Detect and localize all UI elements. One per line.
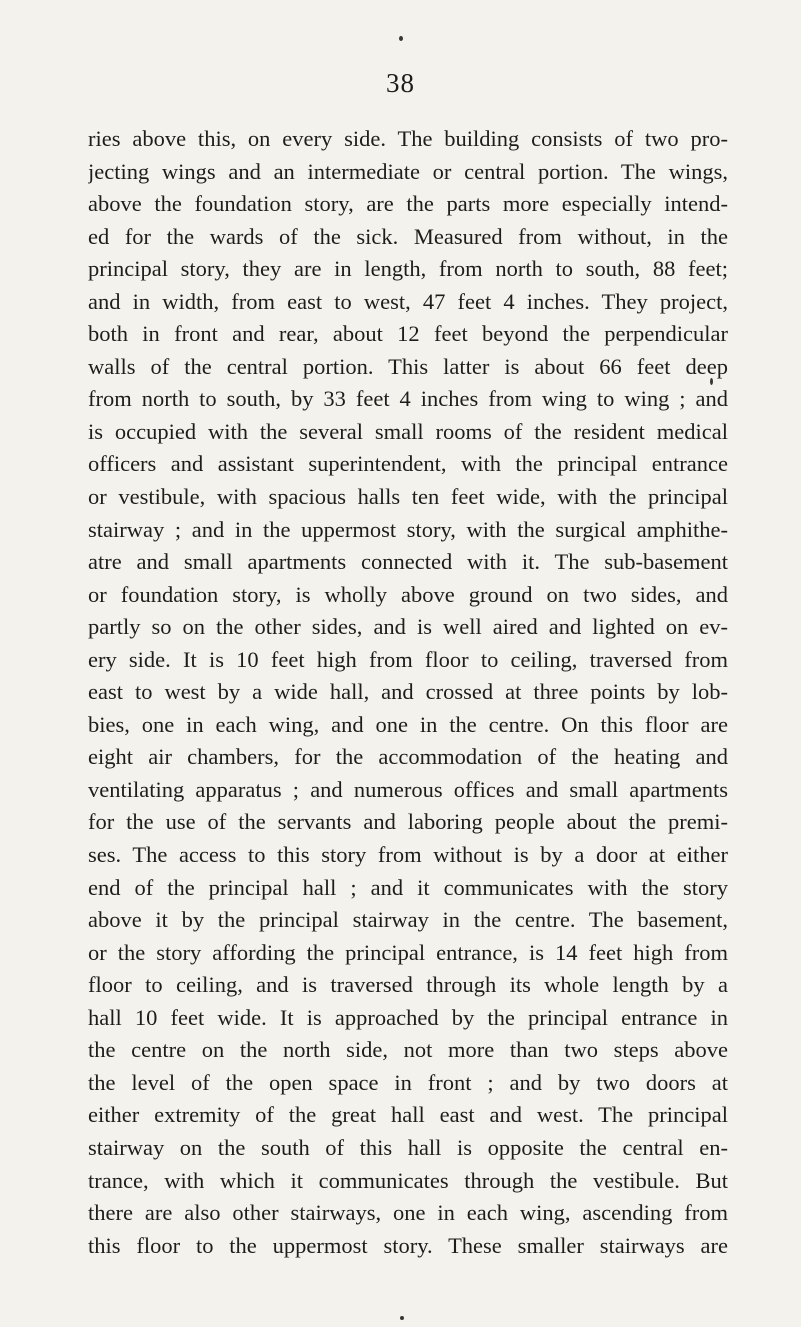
text-line: end of the principal hall ; and it communicates with the story — [88, 874, 728, 900]
text-line: and in width, from east to west, 47 feet 4 inches. They project, — [88, 288, 728, 314]
text-line: is occupied with the several small rooms of the resident medical — [88, 418, 728, 444]
text-line: ery side. It is 10 feet high from floor to ceiling, traversed from — [88, 646, 728, 672]
text-line: both in front and rear, about 12 feet beyond the perpendicular — [88, 321, 728, 347]
text-line: or foundation story, is wholly above ground on two sides, and — [88, 581, 728, 607]
text-line: principal story, they are in length, from north to south, 88 feet; — [88, 256, 728, 282]
text-line: for the use of the servants and laboring people about the premi- — [88, 809, 728, 835]
text-line: atre and small apartments connected with it. The sub-basement — [88, 549, 728, 575]
text-line: ventilating apparatus ; and numerous offices and small apartments — [88, 776, 728, 802]
text-line: the centre on the north side, not more than two steps above — [88, 1037, 728, 1063]
text-line: the level of the open space in front ; and by two doors at — [88, 1069, 728, 1095]
text-line: stairway on the south of this hall is opposite the central en- — [88, 1134, 728, 1160]
text-line: east to west by a wide hall, and crossed at three points by lob- — [88, 679, 728, 705]
text-line: above it by the principal stairway in the centre. The basement, — [88, 907, 728, 933]
text-line: ed for the wards of the sick. Measured from without, in the — [88, 223, 728, 249]
text-line: eight air chambers, for the accommodation of the heating and — [88, 744, 728, 770]
text-line: there are also other stairways, one in each wing, ascending from — [88, 1200, 728, 1226]
text-line: trance, with which it communicates through the vestibule. But — [88, 1167, 728, 1193]
text-line: walls of the central portion. This latter is about 66 feet deep — [88, 353, 728, 379]
text-line: bies, one in each wing, and one in the centre. On this floor are — [88, 711, 728, 737]
text-line: stairway ; and in the uppermost story, with the surgical amphithe- — [88, 516, 728, 542]
page-number: 38 — [386, 68, 415, 98]
text-line: officers and assistant superintendent, with the principal entrance — [88, 451, 728, 477]
body-text — [88, 123, 728, 1262]
text-line: or vestibule, with spacious halls ten feet wide, with the principal — [88, 484, 728, 510]
text-line: from north to south, by 33 feet 4 inches from wing to wing ; and — [88, 386, 728, 412]
ink-speck — [399, 36, 403, 41]
ink-speck — [400, 1316, 404, 1320]
text-line: ries above this, on every side. The building consists of two pro- — [88, 126, 728, 151]
text-line: partly so on the other sides, and is well aired and lighted on ev- — [88, 614, 728, 640]
text-line: this floor to the uppermost story. These smaller stairways are — [88, 1232, 728, 1258]
text-line: jecting wings and an intermediate or central portion. The wings, — [88, 158, 728, 184]
text-line: either extremity of the great hall east and west. The principal — [88, 1102, 728, 1128]
text-line: ses. The access to this story from without is by a door at either — [88, 842, 728, 868]
text-line: or the story affording the principal entrance, is 14 feet high from — [88, 939, 728, 965]
text-line: hall 10 feet wide. It is approached by the principal entrance in — [88, 1004, 728, 1030]
text-line: floor to ceiling, and is traversed through its whole length by a — [88, 972, 728, 998]
text-line: above the foundation story, are the parts more especially intend- — [88, 191, 728, 217]
